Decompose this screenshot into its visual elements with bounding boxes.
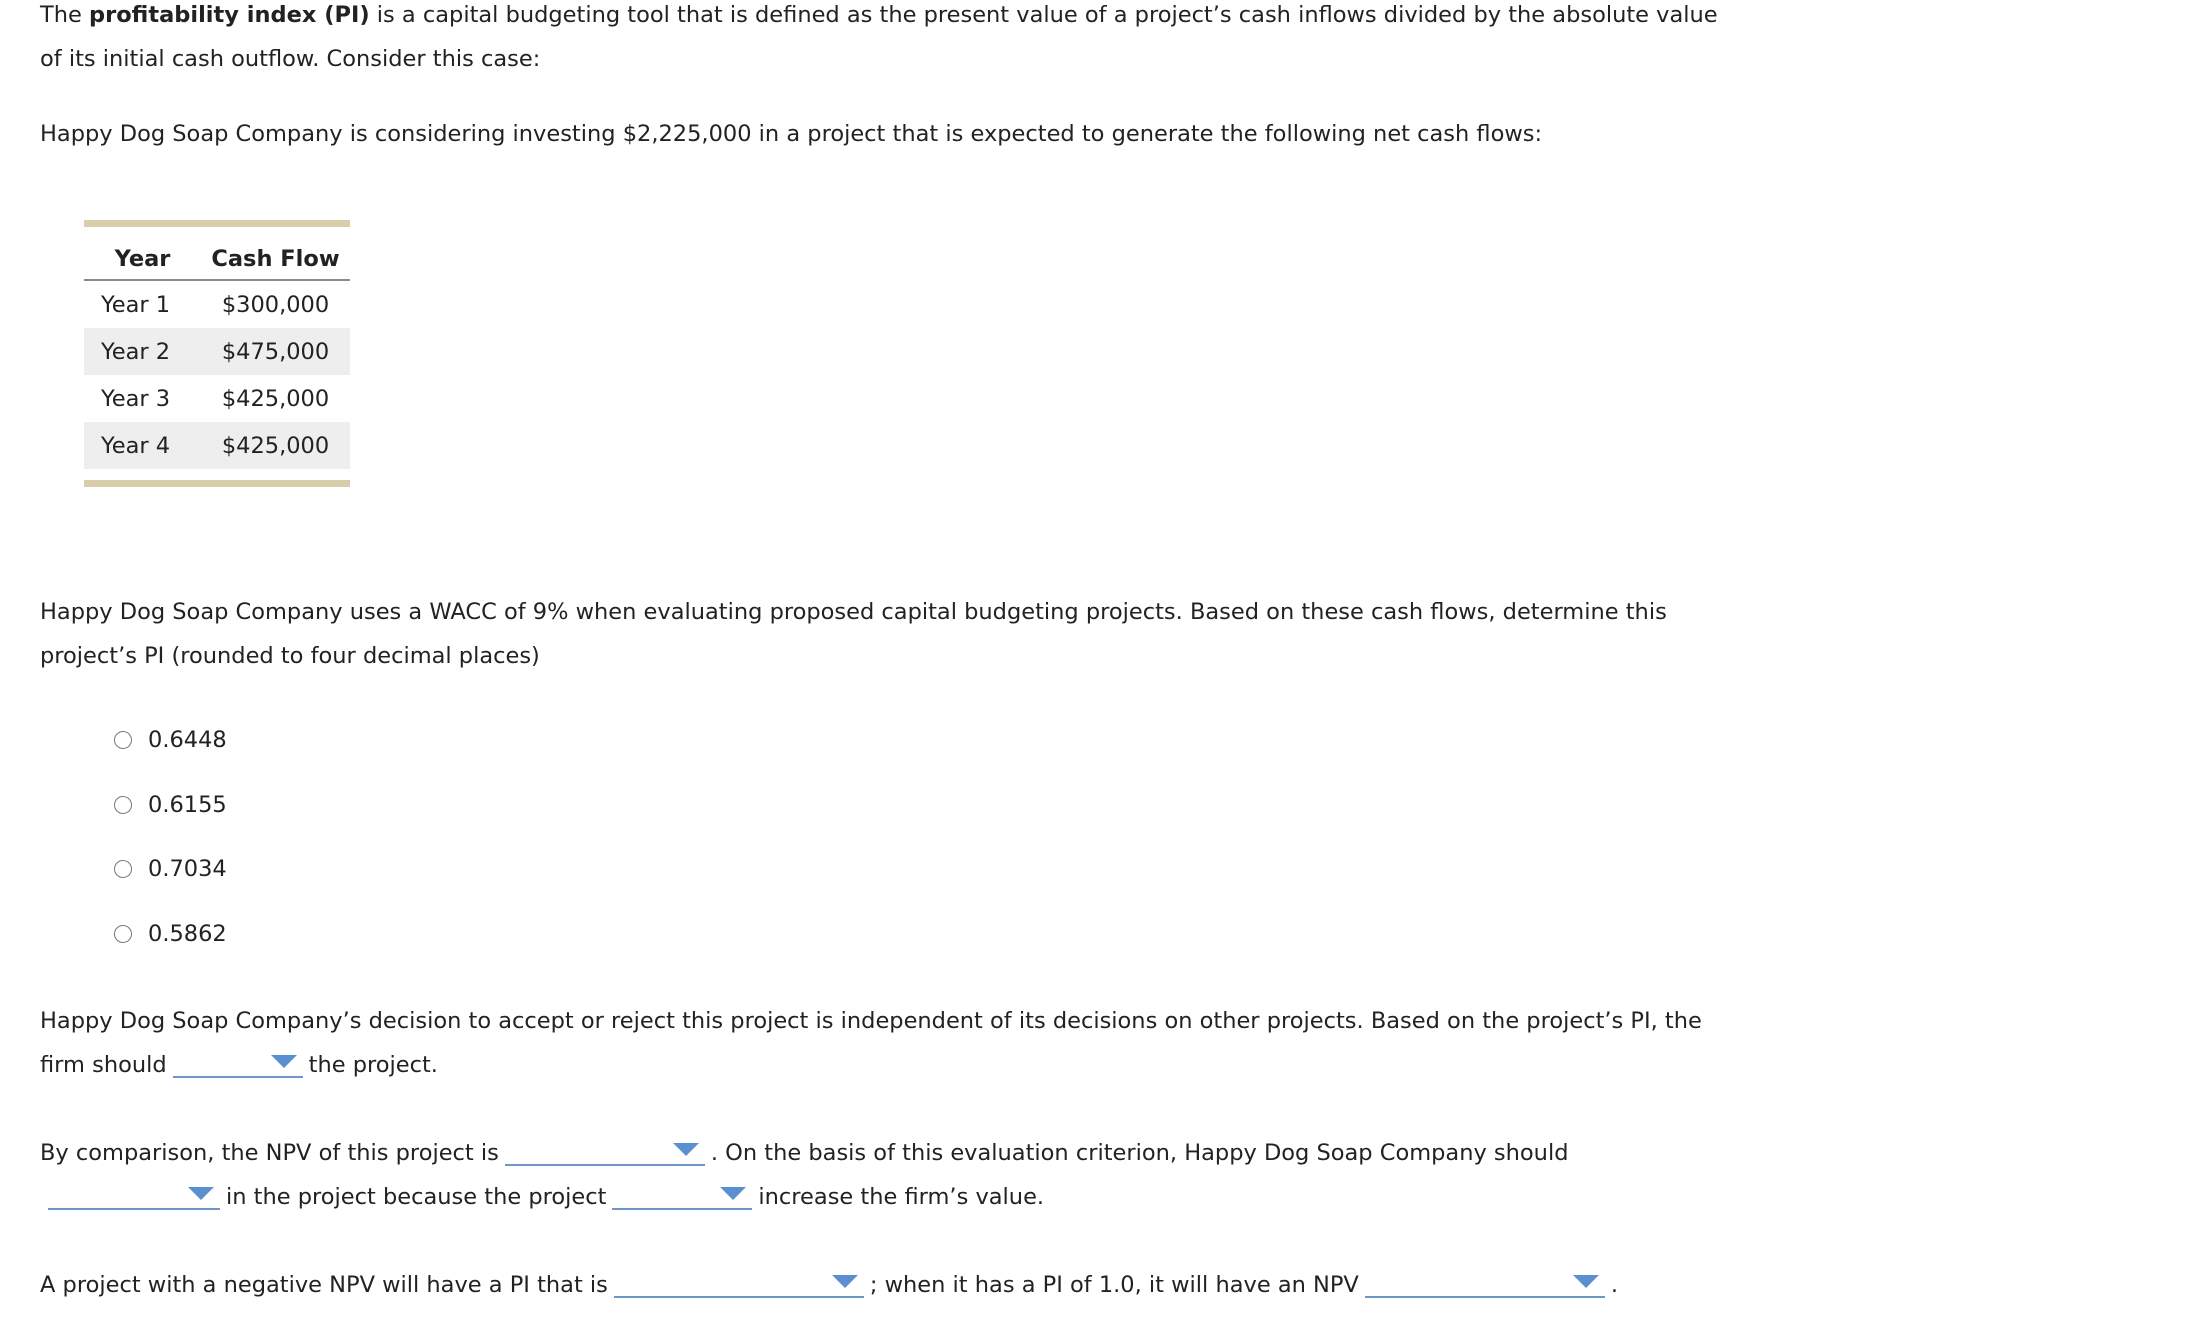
radio-button[interactable] [114, 860, 132, 878]
table-top-rule [84, 220, 350, 227]
pi-answer-options [114, 708, 227, 966]
answer-option[interactable] [114, 837, 227, 902]
header-year: Year [84, 239, 201, 280]
year-cell: Year 3 [101, 385, 171, 412]
cash-flow-cell: $300,000 [221, 291, 330, 318]
table-row [84, 375, 350, 422]
case-paragraph: Happy Dog Soap Company is considering investing $2,225,000 in a project that is expected to generate the following net cash flows: [40, 121, 1543, 147]
invest-dropdown[interactable] [48, 1178, 220, 1210]
chevron-down-icon [673, 1143, 699, 1156]
pi-range-dropdown[interactable] [614, 1266, 864, 1298]
cash-flow-cell: $425,000 [201, 422, 350, 469]
chevron-down-icon [271, 1055, 297, 1068]
npv-text-2: . On the basis of this evaluation criterion, Happy Dog Soap Company should [710, 1140, 1569, 1166]
negative-text-2: ; when it has a PI of 1.0, it will have an NPV [869, 1272, 1359, 1298]
cash-flow-cell: $425,000 [221, 385, 330, 412]
npv-value-dropdown[interactable] [505, 1134, 705, 1166]
answer-option[interactable] [114, 773, 227, 838]
will-increase-dropdown[interactable] [612, 1178, 752, 1210]
option-label: 0.6155 [148, 791, 227, 818]
table-header-row [84, 239, 350, 280]
decision-paragraph [40, 999, 1740, 1087]
year-cell: Year 1 [101, 291, 171, 318]
radio-button[interactable] [114, 731, 132, 749]
npv-text-3: in the project because the project [226, 1184, 607, 1210]
answer-option[interactable] [114, 708, 227, 773]
intro-paragraph [40, 0, 1740, 81]
intro-term: profitability index (PI) [89, 2, 370, 28]
option-label: 0.7034 [148, 856, 227, 883]
chevron-down-icon [832, 1275, 858, 1288]
chevron-down-icon [1573, 1275, 1599, 1288]
table-row [84, 280, 350, 328]
radio-button[interactable] [114, 925, 132, 943]
header-cash-flow: Cash Flow [201, 239, 350, 280]
option-label: 0.5862 [148, 920, 227, 947]
npv-text-1: By comparison, the NPV of this project is [40, 1140, 499, 1166]
option-label: 0.6448 [148, 727, 227, 754]
year-cell: Year 2 [84, 328, 201, 375]
intro-suffix: is a capital budgeting tool that is defined as the present value of a project’s cash inflows divided by the absolute value of its initial cash outflow. Consider this case: [40, 2, 1718, 72]
negative-text-3: . [1610, 1272, 1618, 1298]
wacc-paragraph: Happy Dog Soap Company uses a WACC of 9% when evaluating proposed capital budgeting projects. Based on these cash flows, determine this project’s PI (rounded to four decimal places) [40, 599, 1667, 669]
chevron-down-icon [720, 1187, 746, 1200]
year-cell: Year 4 [84, 422, 201, 469]
npv-equal-dropdown[interactable] [1365, 1266, 1605, 1298]
table-row [84, 422, 350, 469]
chevron-down-icon [188, 1187, 214, 1200]
intro-prefix: The [40, 2, 89, 28]
radio-button[interactable] [114, 796, 132, 814]
decision-text-1: Happy Dog Soap Company’s decision to accept or reject this project is independent of its decisions on other projects. Based on the project’s PI, the firm should [40, 1008, 1702, 1078]
negative-npv-paragraph [40, 1263, 1740, 1307]
table-bottom-rule [84, 480, 350, 487]
cash-flow-table [84, 220, 350, 469]
decision-text-2: the project. [308, 1052, 438, 1078]
answer-option[interactable] [114, 902, 227, 967]
negative-text-1: A project with a negative NPV will have a PI that is [40, 1272, 608, 1298]
npv-text-4: increase the firm’s value. [758, 1184, 1045, 1210]
cash-flow-cell: $475,000 [201, 328, 350, 375]
table-row [84, 328, 350, 375]
accept-reject-dropdown[interactable] [173, 1046, 303, 1078]
npv-paragraph [40, 1131, 1740, 1219]
